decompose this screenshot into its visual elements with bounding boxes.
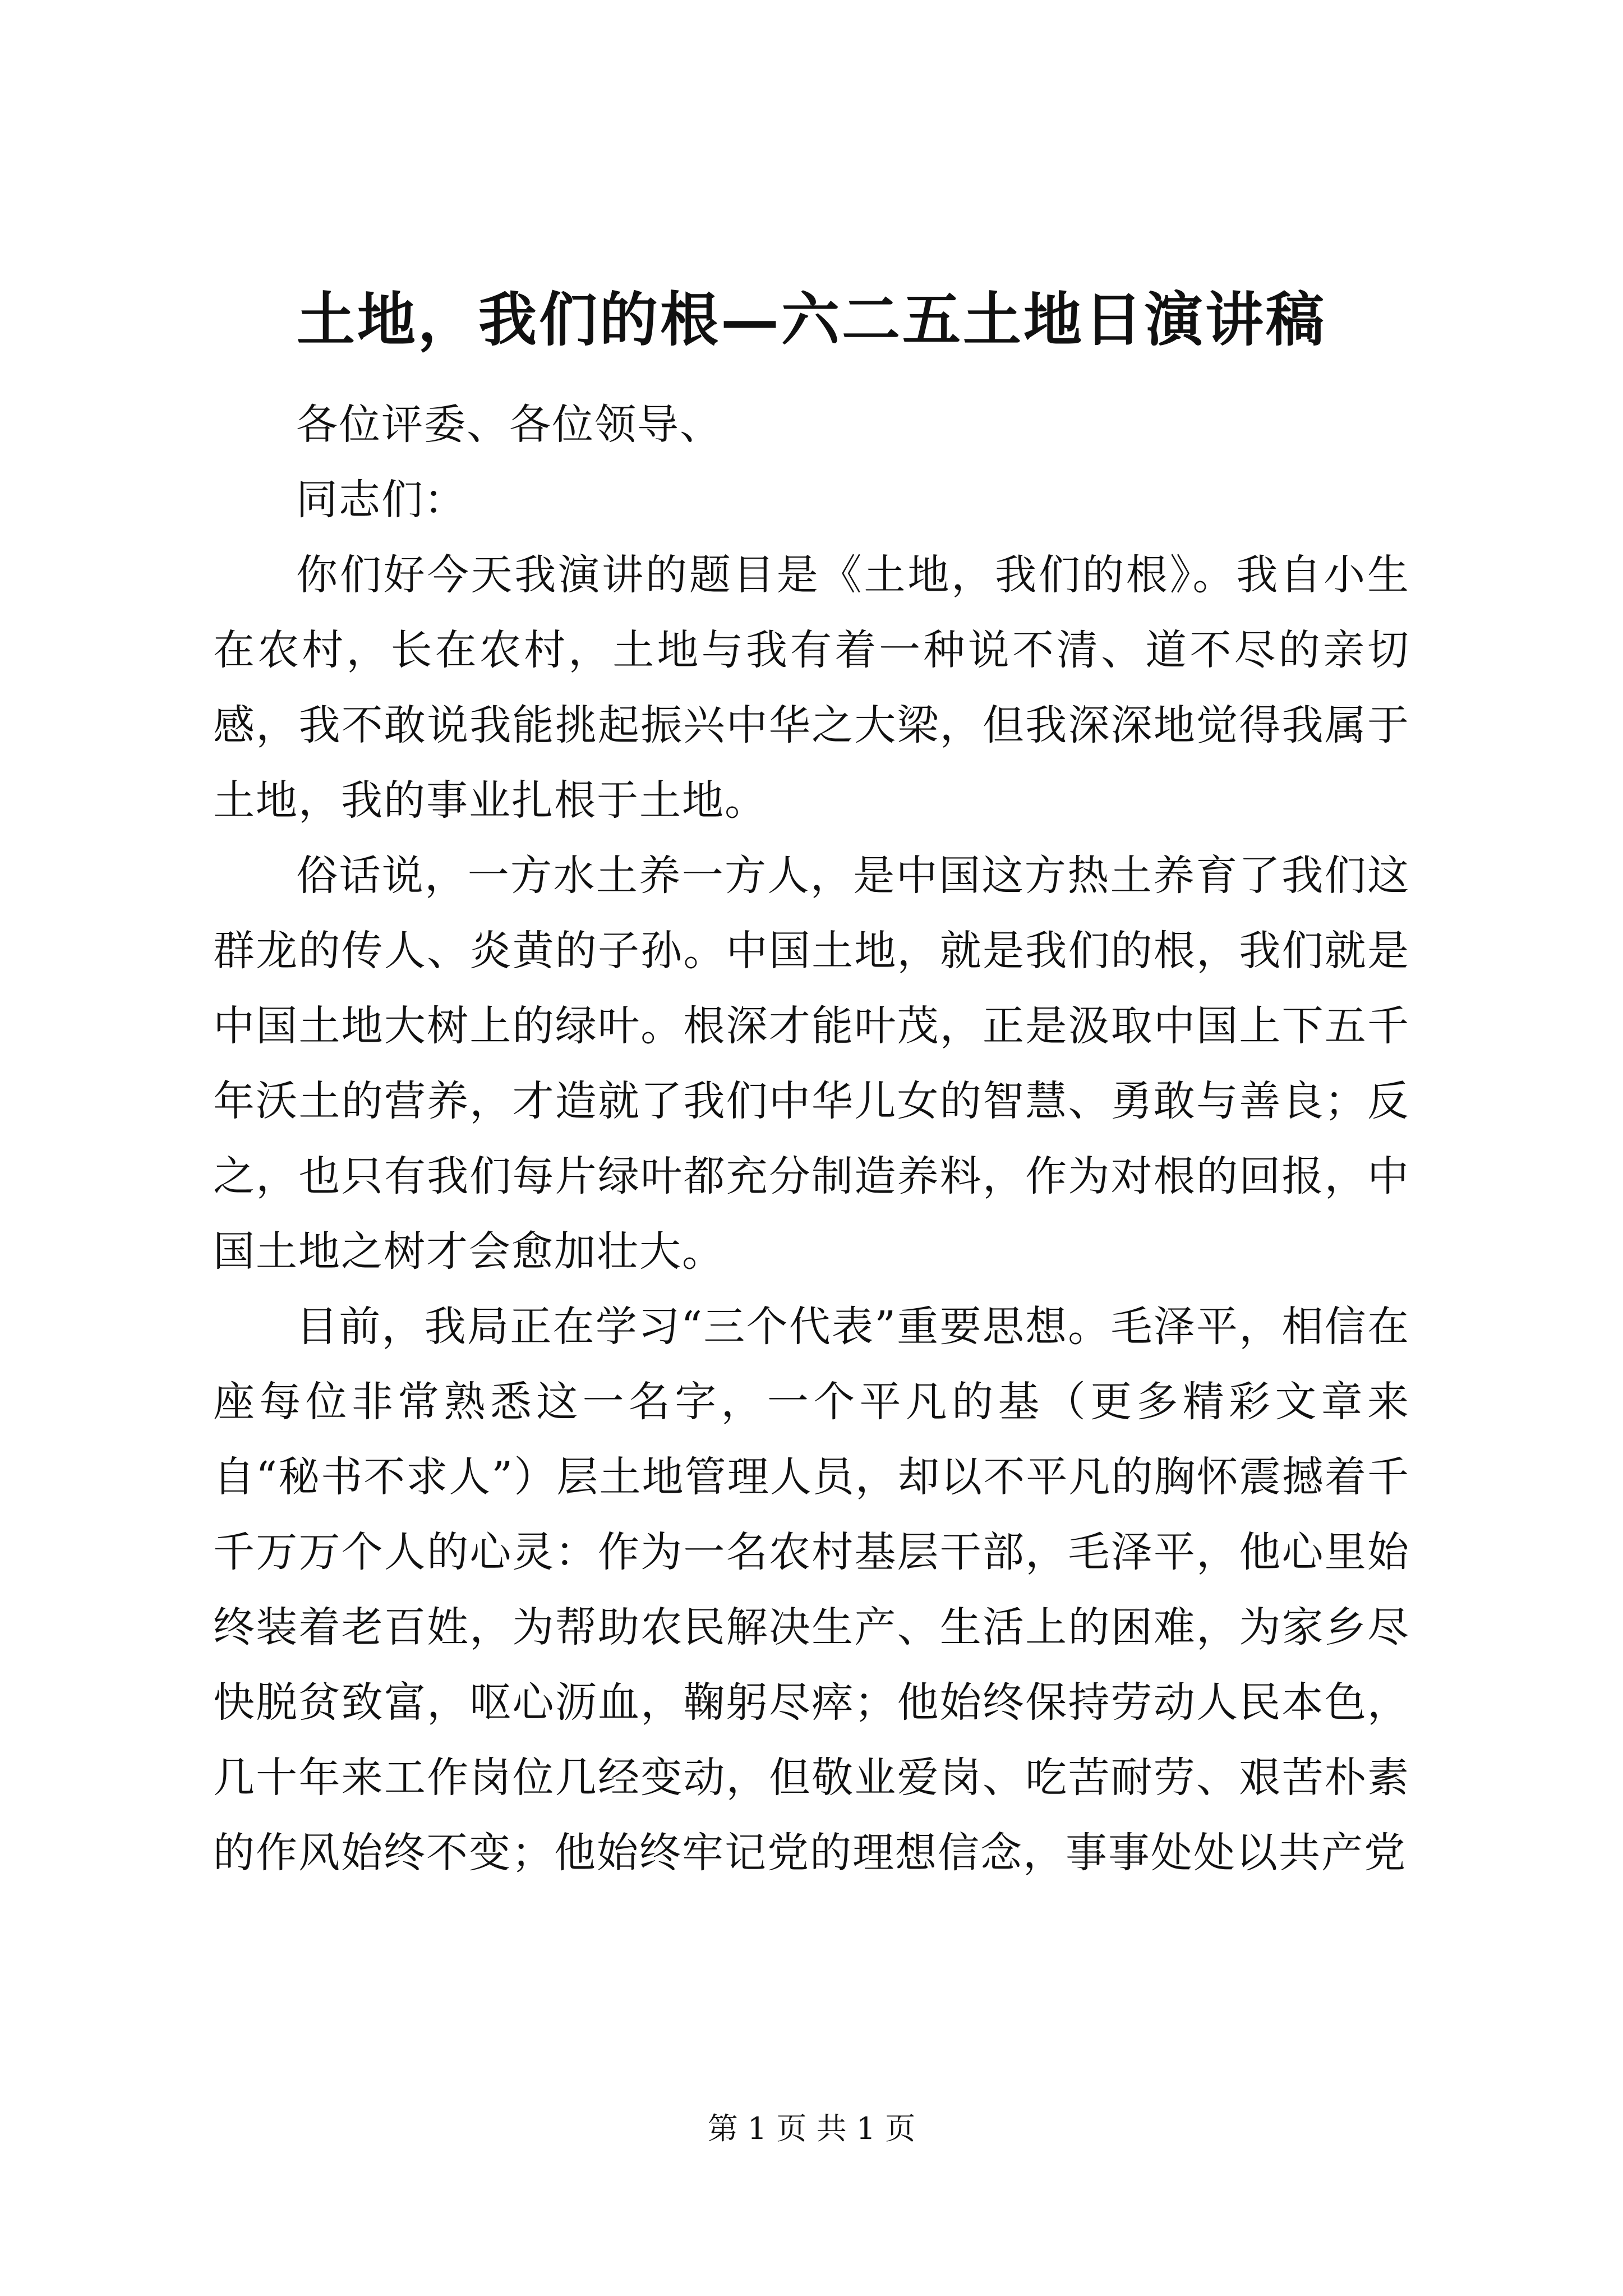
document-body [213, 387, 1410, 1890]
document-title: 土地，我们的根—六二五土地日演讲稿 [296, 285, 1326, 354]
paragraph: 你们好今天我演讲的题目是《土地，我们的根》。我自小生在农村，长在农村，土地与我有着一种说不清、道不尽的亲切感，我不敢说我能挑起振兴中华之大梁，但我深深地觉得我属于土地，我的事业扎根于土地。 [213, 551, 1410, 825]
paragraph: 俗话说，一方水土养一方人，是中国这方热土养育了我们这群龙的传人、炎黄的子孙。中国土地，就是我们的根，我们就是中国土地大树上的绿叶。根深才能叶茂，正是汲取中国上下五千年沃土的营养，才造就了我们中华儿女的智慧、勇敢与善良；反之，也只有我们每片绿叶都充分制造养料，作为对根的回报，中国土地之树才会愈加壮大。 [213, 852, 1410, 1276]
paragraph: 目前，我局正在学习“三个代表”重要思想。毛泽平，相信在座每位非常熟悉这一名字，一个平凡的基（更多精彩文章来自“秘书不求人”）层土地管理人员，却以不平凡的胸怀震撼着千千万万个人的心灵：作为一名农村基层干部，毛泽平，他心里始终装着老百姓，为帮助农民解决生产、生活上的困难，为家乡尽快脱贫致富，呕心沥血，鞠躬尽瘁；他始终保持劳动人民本色，几十年来工作岗位几经变动，但敬业爱岗、吃苦耐劳、艰苦朴素的作风始终不变；他始终牢记党的理想信念，事事处处以共产党 [213, 1303, 1410, 1877]
salutation-line-1: 各位评委、各位领导、 [296, 401, 722, 449]
page-footer: 第 1 页 共 1 页 [707, 2111, 916, 2146]
salutation-line-2: 同志们： [296, 476, 467, 524]
